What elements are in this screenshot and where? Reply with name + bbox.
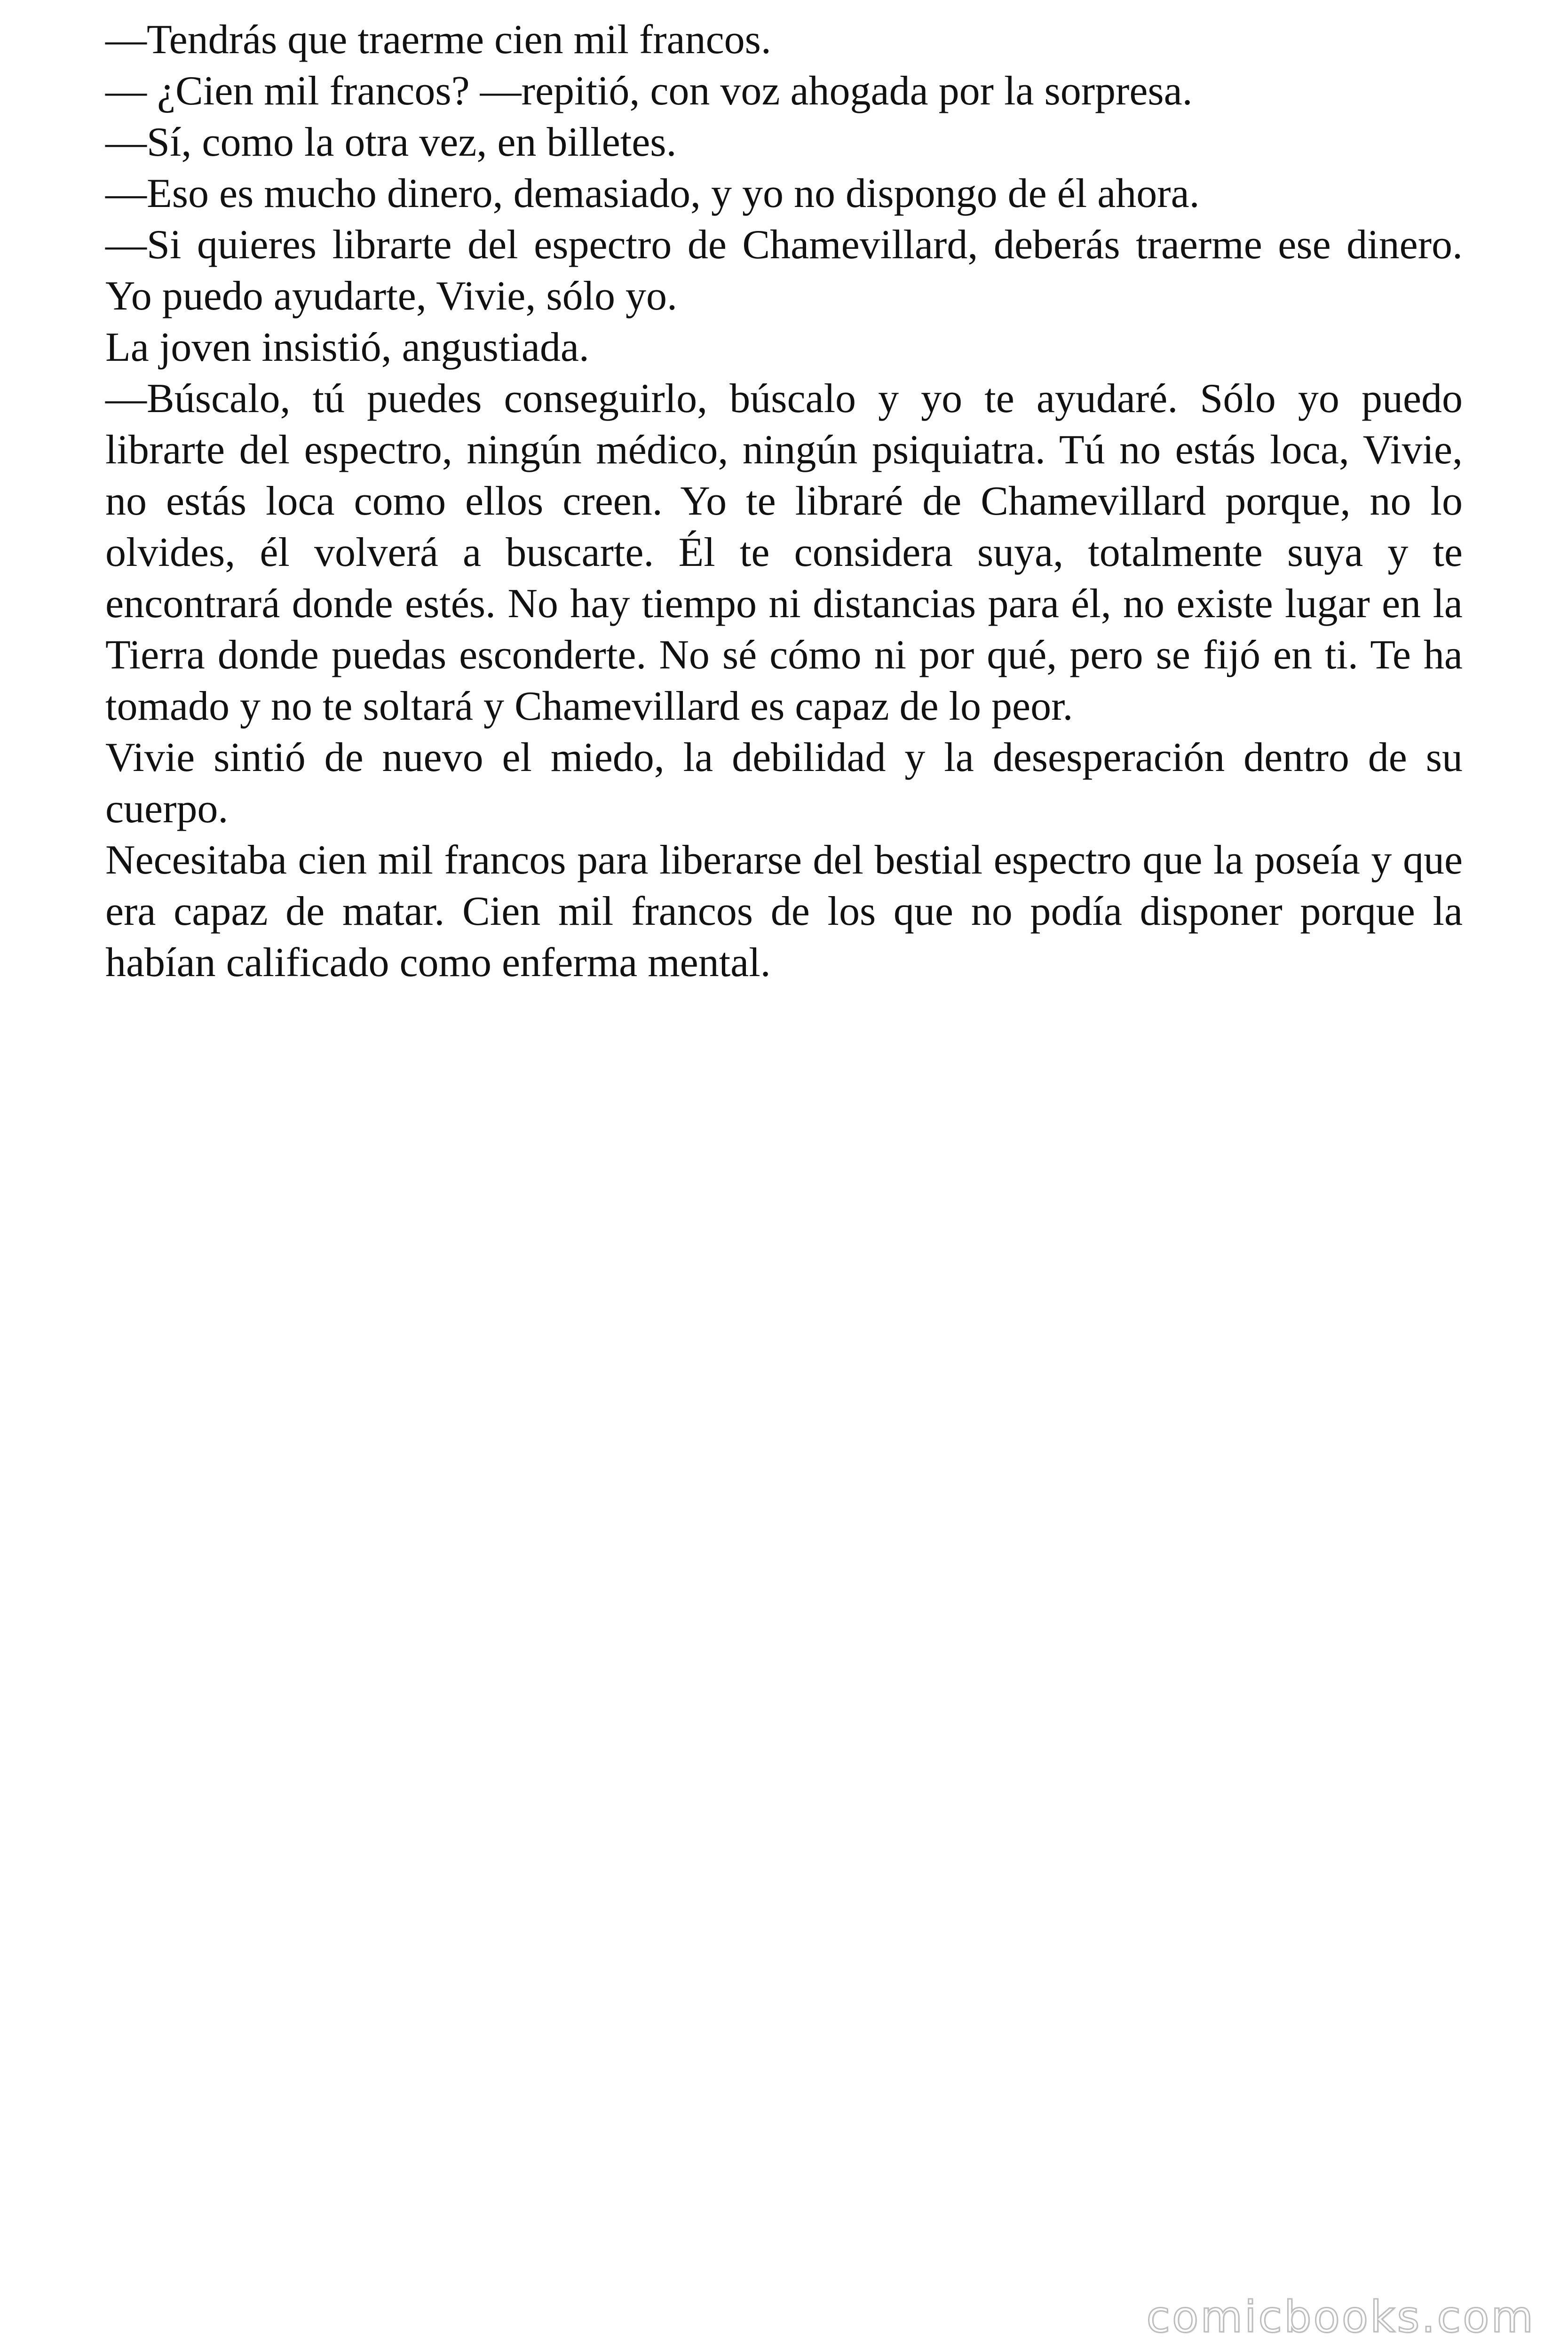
- paragraph-2: — ¿Cien mil francos? —repitió, con voz ahogada por la sorpresa.: [105, 68, 1193, 114]
- paragraph-7: —Búscalo, tú puedes conseguirlo, búscalo y yo te ayudaré. Sólo yo puedo librarte del espectro, ningún médico, ningún psiquiatra. Tú no estás loca, Vivie, no estás loca como ellos creen. Yo te libraré de Chamevillard porque, no lo olvides, él volverá a buscarte. Él te considera suya, totalmente suya y te encontrará donde estés. No hay tiempo ni distancias para él, no existe lugar en la Tierra donde puedas esconderte. No sé cómo ni por qué, pero se fijó en ti. Te ha tomado y no te soltará y Chamevillard es capaz de lo peor.: [105, 376, 1463, 729]
- paragraph-4: —Eso es mucho dinero, demasiado, y yo no dispongo de él ahora.: [105, 171, 1200, 216]
- paragraph-5: —Si quieres librarte del espectro de Chamevillard, deberás traerme ese dinero. Yo puedo ayudarte, Vivie, sólo yo.: [105, 222, 1463, 319]
- paragraph-6: La joven insistió, angustiada.: [105, 325, 589, 370]
- paragraph-9: Necesitaba cien mil francos para liberarse del bestial espectro que la poseía y que era capaz de matar. Cien mil francos de los que no podía disponer porque la habían calificado como enferma mental.: [105, 837, 1463, 985]
- watermark: comicbooks.com: [1146, 2292, 1535, 2342]
- paragraph-3: —Sí, como la otra vez, en billetes.: [105, 119, 677, 165]
- paragraph-1: —Tendrás que traerme cien mil francos.: [105, 17, 771, 63]
- paragraph-8: Vivie sintió de nuevo el miedo, la debilidad y la desesperación dentro de su cuerpo.: [105, 735, 1463, 832]
- body-text: [105, 14, 1463, 988]
